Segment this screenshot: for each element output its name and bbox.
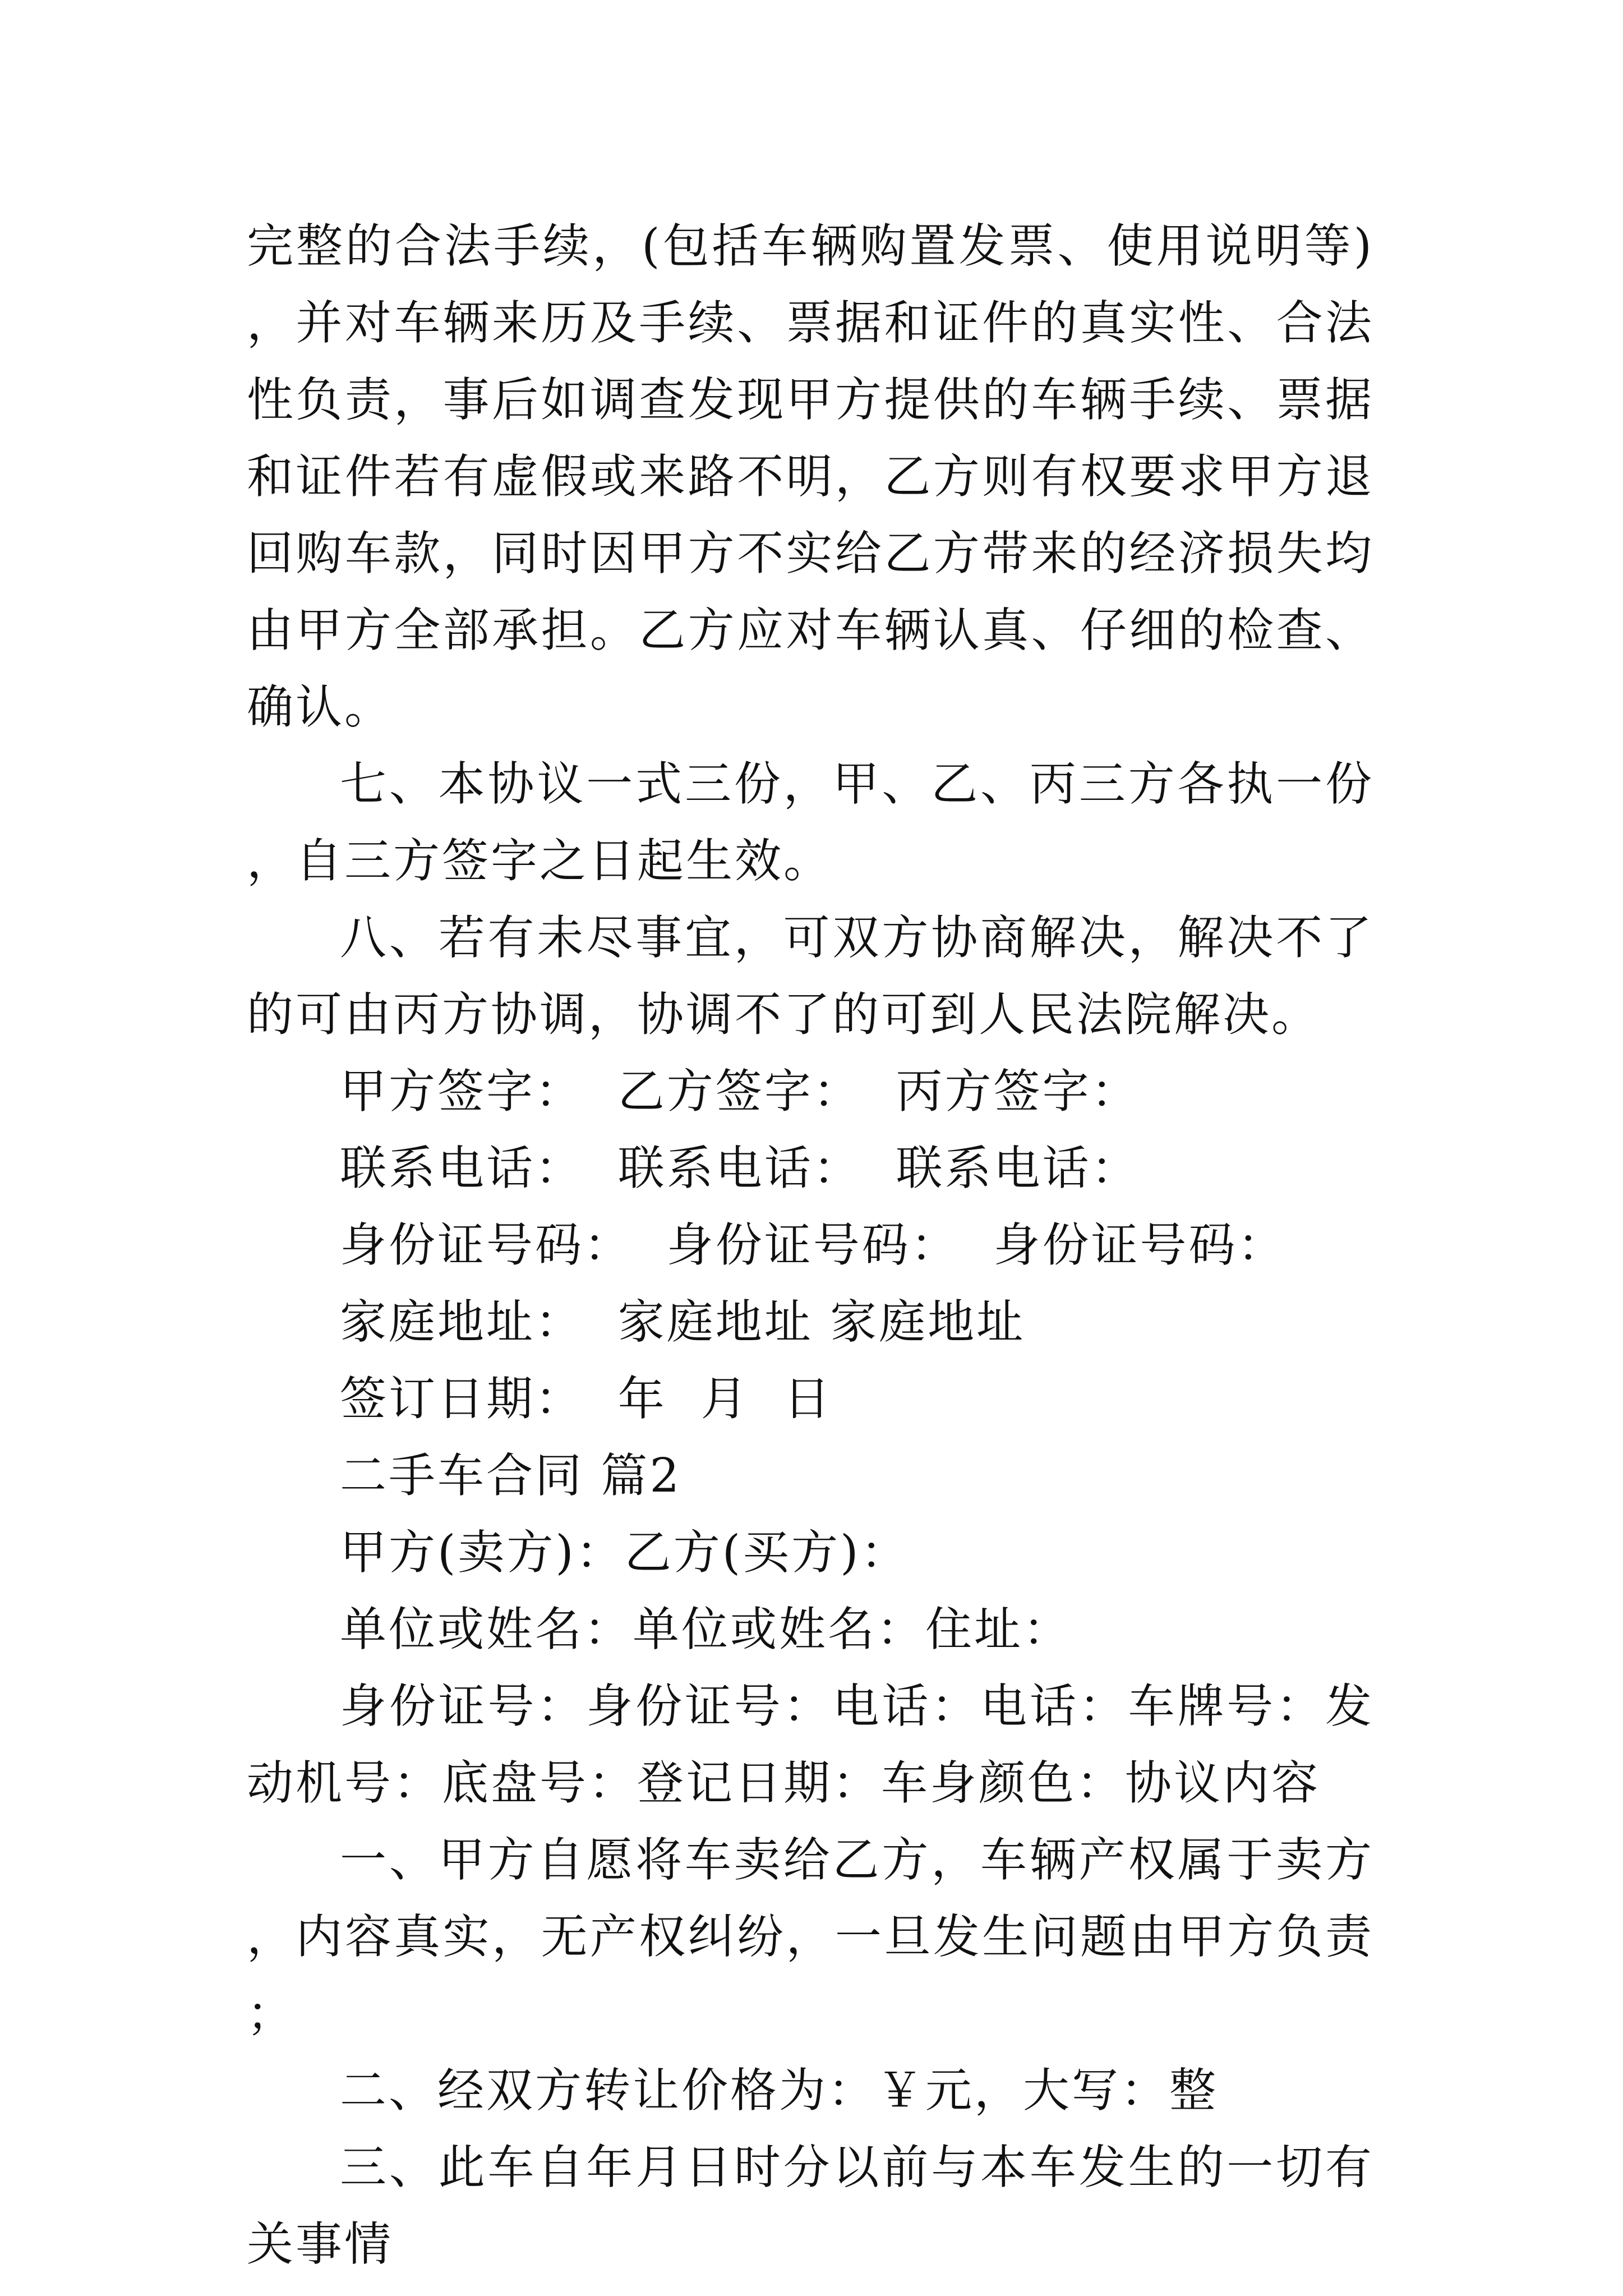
document-body: [247, 208, 1374, 2283]
signature-line: 甲方签字： 乙方签字： 丙方签字：: [340, 1064, 1140, 1119]
id-number-line: 身份证号码： 身份证号码： 身份证号码：: [340, 1218, 1287, 1272]
phone-line: 联系电话： 联系电话： 联系电话：: [340, 1141, 1140, 1195]
name-address-line: 单位或姓名：单位或姓名：住址：: [340, 1602, 1072, 1657]
paragraph-clause-3: 三、此车自年月日时分以前与本车发生的一切有关事情: [247, 2140, 1374, 2271]
sign-date-line: 签订日期： 年 月 日: [340, 1372, 833, 1426]
paragraph-clause-7: 七、本协议一式三份，甲、乙、丙三方各执一份，自三方签字之日起生效。: [247, 757, 1374, 888]
paragraph-clause-2: 二、经双方转让价格为：￥元，大写：整: [340, 2063, 1218, 2118]
paragraph-clause-1: 一、甲方自愿将车卖给乙方，车辆产权属于卖方，内容真实，无产权纠纷，一旦发生问题由甲方负责；: [247, 1833, 1374, 2041]
address-line: 家庭地址： 家庭地址 家庭地址: [340, 1295, 1026, 1349]
section-heading: 二手车合同 篇2: [340, 1448, 682, 1503]
paragraph-seller-obligations: 完整的合法手续，(包括车辆购置发票、使用说明等)，并对车辆来历及手续、票据和证件的真实性、合法性负责，事后如调查发现甲方提供的车辆手续、票据和证件若有虚假或来路不明，乙方则有权要求甲方退回购车款，同时因甲方不实给乙方带来的经济损失均由甲方全部承担。乙方应对车辆认真、仔细的检查、确认。: [247, 219, 1374, 734]
parties-line: 甲方(卖方)：乙方(买方)：: [340, 1525, 910, 1580]
vehicle-info-paragraph: 身份证号：身份证号：电话：电话：车牌号：发动机号：底盘号：登记日期：车身颜色：协议内容: [247, 1679, 1374, 1810]
paragraph-clause-8: 八、若有未尽事宜，可双方协商解决，解决不了的可由丙方协调，协调不了的可到人民法院解决。: [247, 910, 1374, 1042]
